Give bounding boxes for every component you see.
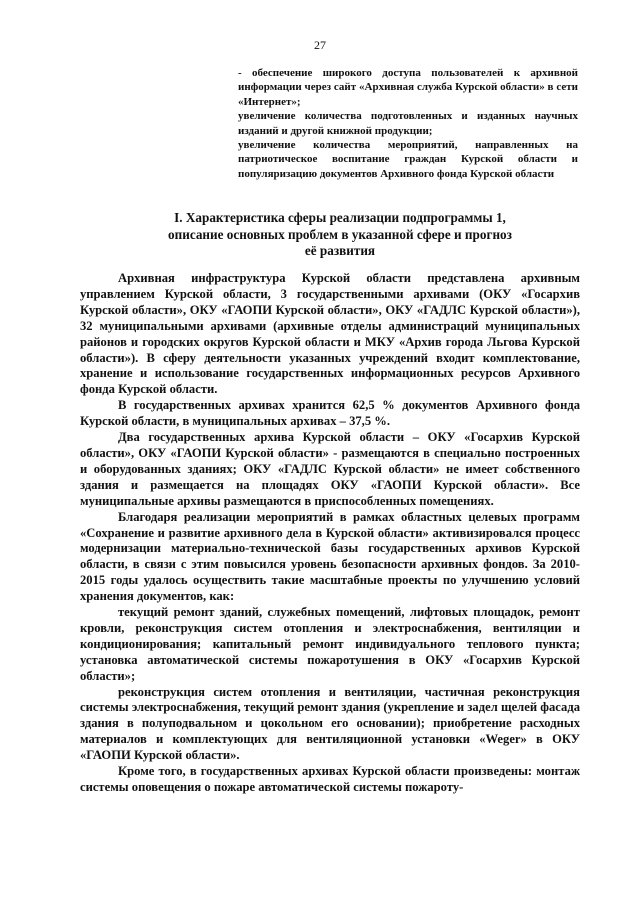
paragraph: реконструкция систем отопления и вентиляции, частичная реконструкция системы электроснабжения, текущий ремонт здания (укрепление и задел щелей фасада здания в полуподвальном и цокольном его основании); приобретение расходных материалов и комплектующих для вентиляционной установки «Weger» в ОКУ «ГАОПИ Курской области». <box>80 684 580 763</box>
goals-list <box>238 66 578 181</box>
heading-line: её развития <box>304 243 376 258</box>
list-item: - обеспечение широкого доступа пользователей к архивной информации через сайт «Архивная служба Курской области» в сети «Интернет»; <box>238 67 578 108</box>
paragraph: текущий ремонт зданий, служебных помещений, лифтовых площадок, ремонт кровли, реконструкция систем отопления и электроснабжения, вентиляции и кондиционирования; капитальный ремонт индивидуального теплового пункта; установка автоматической системы пожаротушения в ОКУ «Госархив Курской области»; <box>80 605 580 683</box>
heading-line: описание основных проблем в указанной сфере и прогноз <box>168 226 512 242</box>
list-item: увеличение количества мероприятий, направленных на патриотическое воспитание граждан Курской области и популяризацию документов Архивного фонда Курской области <box>238 139 578 180</box>
body-text <box>80 271 580 796</box>
list-item: увеличение количества подготовленных и изданных научных изданий и другой книжной продукции; <box>238 110 578 137</box>
paragraph: В государственных архивах хранится 62,5 % документов Архивного фонда Курской области, в муниципальных архивах – 37,5 %. <box>80 398 580 429</box>
paragraph: Благодаря реализации мероприятий в рамках областных целевых программ «Сохранение и развитие архивного дела в Курской области» активизировался процесс модернизации материально-технической базы государственных архивов Курской области, в связи с этим повысился уровень безопасности архивных фондов. За 2010-2015 годы удалось осуществить такие масштабные проекты по улучшению условий хранения документов, как: <box>80 509 580 604</box>
section-heading <box>100 210 580 260</box>
paragraph: Два государственных архива Курской области – ОКУ «Госархив Курской области», ОКУ «ГАОПИ Курской области» - размещаются в специально построенных и оборудованных зданиях; ОКУ «ГАДЛС Курской области» не имеет собственного здания и размещается на площадях ОКУ «ГАОПИ Курской области». Все муниципальные архивы размещаются в приспособленных помещениях. <box>80 430 580 508</box>
paragraph: Кроме того, в государственных архивах Курской области произведены: монтаж системы оповещения о пожаре автоматической системы пожароту- <box>80 764 580 794</box>
page-number: 27 <box>314 38 326 52</box>
paragraph: Архивная инфраструктура Курской области представлена архивным управлением Курской области, 3 государственными архивами (ОКУ «Госархив Курской области», ОКУ «ГАОПИ Курской области», ОКУ «ГАДЛС Курской области»), 32 муниципальными архивами (архивные отделы администраций муниципальных районов и городских округов Курской области и МКУ «Архив города Льгова Курской области»). В сферу деятельности указанных учреждений входит комплектование, хранение и использование государственных информационных ресурсов Архивного фонда Курской области. <box>80 271 580 397</box>
heading-line: I. Характеристика сферы реализации подпрограммы 1, <box>174 210 506 225</box>
